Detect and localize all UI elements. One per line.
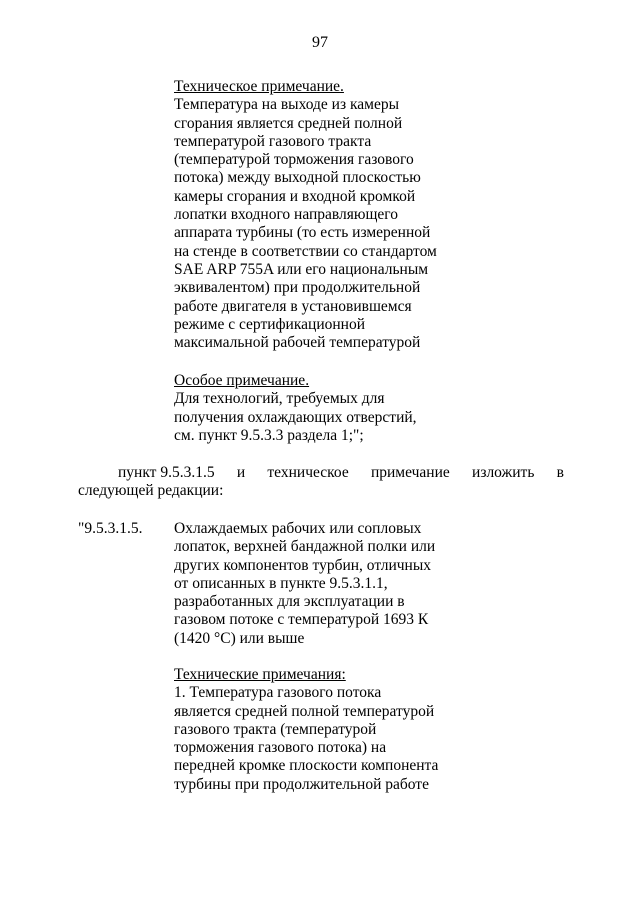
text-line: разработанных для эксплуатации в <box>174 593 405 611</box>
item-number: "9.5.3.1.5. <box>78 520 143 537</box>
note-body <box>174 684 474 794</box>
text-line: 1. Температура газового потока <box>174 684 382 702</box>
instruction-word: пункт 9.5.3.1.5 <box>118 464 215 481</box>
text-line: Охлаждаемых рабочих или сопловых <box>174 520 422 537</box>
text-line: от описанных в пункте 9.5.3.1.1, <box>174 574 388 592</box>
technical-notes-gas-flow <box>174 666 474 794</box>
item-body <box>174 520 474 648</box>
text-line: эквивалентом) при продолжительной <box>174 279 421 297</box>
text-line: турбины при продолжительной работе <box>174 775 429 793</box>
text-line: Температура на выходе из камеры <box>174 96 399 114</box>
text-line: торможения газового потока) на <box>174 739 387 757</box>
text-line: получения охлаждающих отверстий, <box>174 408 417 426</box>
note-heading: Особое примечание. <box>174 372 310 389</box>
instruction-line: следующей редакции: <box>78 482 224 500</box>
text-line: см. пункт 9.5.3.3 раздела 1;"; <box>174 426 364 444</box>
text-line: передней кромке плоскости компонента <box>174 757 439 775</box>
text-line: (температурой торможения газового <box>174 151 414 169</box>
text-line: аппарата турбины (то есть измеренной <box>174 224 431 242</box>
text-line: является средней полной температурой <box>174 702 435 720</box>
text-line: сгорания является средней полной <box>174 114 403 132</box>
instruction-word: примечание <box>370 464 450 481</box>
text-line: режиме с сертификационной <box>174 315 366 333</box>
text-line: SAE ARP 755A или его национальным <box>174 260 429 278</box>
text-line: работе двигателя в установившемся <box>174 297 412 315</box>
instruction-paragraph <box>78 464 564 501</box>
text-line: на стенде в соответствии со стандартом <box>174 242 437 260</box>
note-body <box>174 390 474 445</box>
note-body <box>174 96 474 352</box>
text-line: лопатки входного направляющего <box>174 206 399 224</box>
instruction-word: в <box>556 464 564 481</box>
text-line: максимальной рабочей температурой <box>174 334 421 352</box>
text-line: лопаток, верхней бандажной полки или <box>174 538 436 556</box>
text-line: других компонентов турбин, отличных <box>174 556 432 574</box>
special-note-cooling-holes <box>174 372 474 445</box>
text-line: потока) между выходной плоскостью <box>174 169 421 187</box>
text-line: Для технологий, требуемых для <box>174 390 385 408</box>
page-number: 97 <box>312 34 328 51</box>
text-line: температурой газового тракта <box>174 132 372 150</box>
note-heading: Технические примечания: <box>174 666 346 683</box>
text-line: газовом потоке с температурой 1693 К <box>174 611 429 629</box>
instruction-word: изложить <box>472 464 535 481</box>
note-heading: Техническое примечание. <box>174 78 344 95</box>
text-line: камеры сгорания и входной кромкой <box>174 187 416 205</box>
technical-note-outlet-temperature <box>174 78 474 352</box>
instruction-word: техническое <box>267 464 349 481</box>
instruction-word: и <box>236 464 246 481</box>
text-line: (1420 °С) или выше <box>174 629 305 647</box>
item-description <box>174 520 474 648</box>
text-line: газового тракта (температурой <box>174 720 377 738</box>
